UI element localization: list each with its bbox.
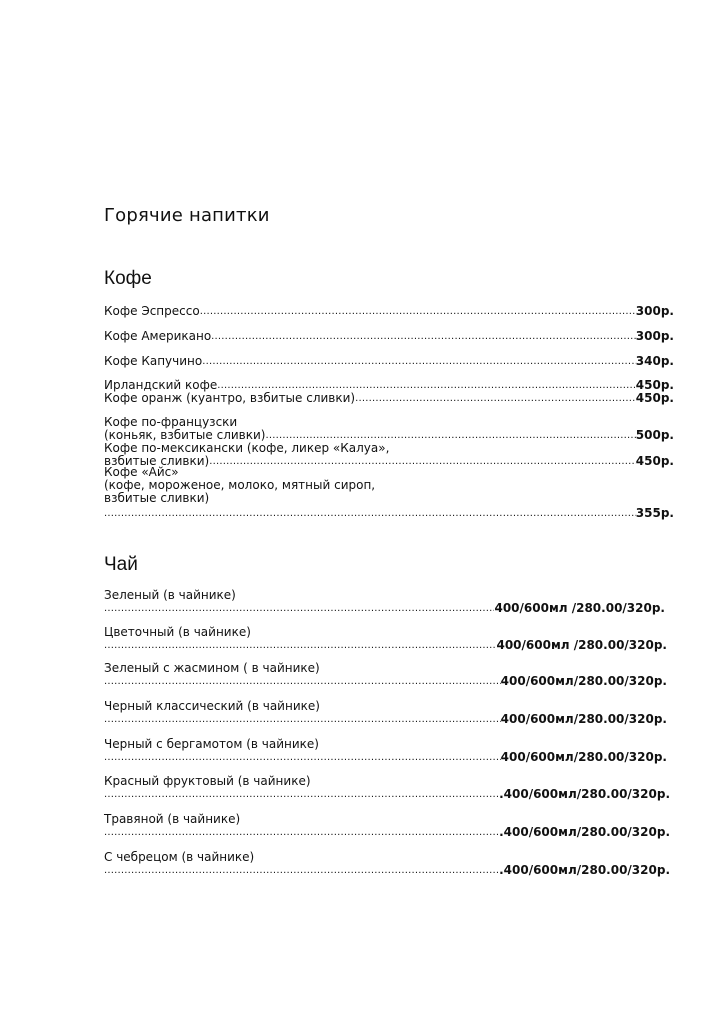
leader-dots (104, 714, 501, 725)
menu-item-mexican (104, 442, 674, 468)
menu-item-cappuccino (104, 355, 674, 368)
menu-item-tea (104, 589, 665, 615)
menu-item-tea (104, 662, 667, 688)
item-price: 300р. (635, 304, 674, 318)
coffee-heading: Кофе (104, 268, 152, 289)
item-price: 450р. (635, 454, 674, 468)
item-name: Зеленый (в чайнике) (104, 588, 236, 602)
leader-dots (104, 752, 501, 763)
item-description: (коньяк, взбитые сливки) (104, 428, 266, 442)
item-name: Кофе оранж (куантро, взбитые сливки) (104, 391, 356, 405)
leader-dots (355, 393, 636, 404)
item-price: 450р. (635, 378, 674, 392)
item-description: (кофе, мороженое, молоко, мятный сироп, (104, 478, 376, 492)
item-price: 400/600мл/280.00/320р. (500, 712, 667, 726)
item-price: 400/600мл/280.00/320р. (500, 750, 667, 764)
menu-item-tea (104, 851, 670, 877)
leader-dots (211, 331, 636, 342)
menu-item-americano (104, 330, 674, 343)
leader-dots (104, 676, 501, 687)
menu-item-ice (104, 466, 674, 520)
item-description: взбитые сливки) (104, 454, 210, 468)
menu-item-orange (104, 392, 674, 405)
item-name: Кофе по-мексикански (кофе, ликер «Калуа», (104, 441, 390, 455)
leader-dots (202, 356, 636, 367)
item-name: Зеленый с жасмином ( в чайнике) (104, 661, 320, 675)
menu-item-french (104, 416, 674, 442)
tea-heading: Чай (104, 554, 138, 575)
leader-dots (104, 640, 496, 651)
leader-dots (104, 827, 499, 838)
item-name: Кофе Капучино (104, 354, 203, 368)
menu-item-tea (104, 813, 670, 839)
item-name: Травяной (в чайнике) (104, 812, 241, 826)
item-name: Красный фруктовый (в чайнике) (104, 774, 311, 788)
item-name: Кофе Американо (104, 329, 212, 343)
item-name: Черный с бергамотом (в чайнике) (104, 737, 319, 751)
item-price: 355р. (635, 506, 674, 520)
item-name: Кофе по-французски (104, 415, 238, 429)
item-price: .400/600мл/280.00/320р. (499, 863, 670, 877)
leader-dots (104, 789, 499, 800)
item-price: 400/600мл /280.00/320р. (494, 601, 665, 615)
item-name: С чебрецом (в чайнике) (104, 850, 255, 864)
menu-item-tea (104, 700, 667, 726)
item-name: Цветочный (в чайнике) (104, 625, 251, 639)
leader-dots (265, 430, 635, 441)
item-price: 500р. (635, 428, 674, 442)
page-title: Горячие напитки (104, 205, 270, 226)
menu-item-tea (104, 738, 667, 764)
menu-item-tea (104, 626, 667, 652)
item-name: Черный классический (в чайнике) (104, 699, 320, 713)
menu-item-espresso (104, 305, 674, 318)
leader-dots (104, 603, 494, 614)
menu-page (104, 0, 674, 1024)
item-price: 340р. (635, 354, 674, 368)
item-name: Кофе «Айс» (104, 465, 179, 479)
leader-dots (200, 306, 636, 317)
item-price: 400/600мл/280.00/320р. (500, 674, 667, 688)
item-description: взбитые сливки) (104, 491, 210, 505)
item-name: Кофе Эспрессо (104, 304, 200, 318)
leader-dots (104, 508, 636, 519)
item-price: 450р. (635, 391, 674, 405)
item-name: Ирландский кофе (104, 378, 218, 392)
item-price: 400/600мл /280.00/320р. (496, 638, 667, 652)
leader-dots (217, 380, 636, 391)
menu-item-tea (104, 775, 670, 801)
item-price: 300р. (635, 329, 674, 343)
leader-dots (104, 865, 499, 876)
item-price: .400/600мл/280.00/320р. (499, 825, 670, 839)
item-price: .400/600мл/280.00/320р. (499, 787, 670, 801)
